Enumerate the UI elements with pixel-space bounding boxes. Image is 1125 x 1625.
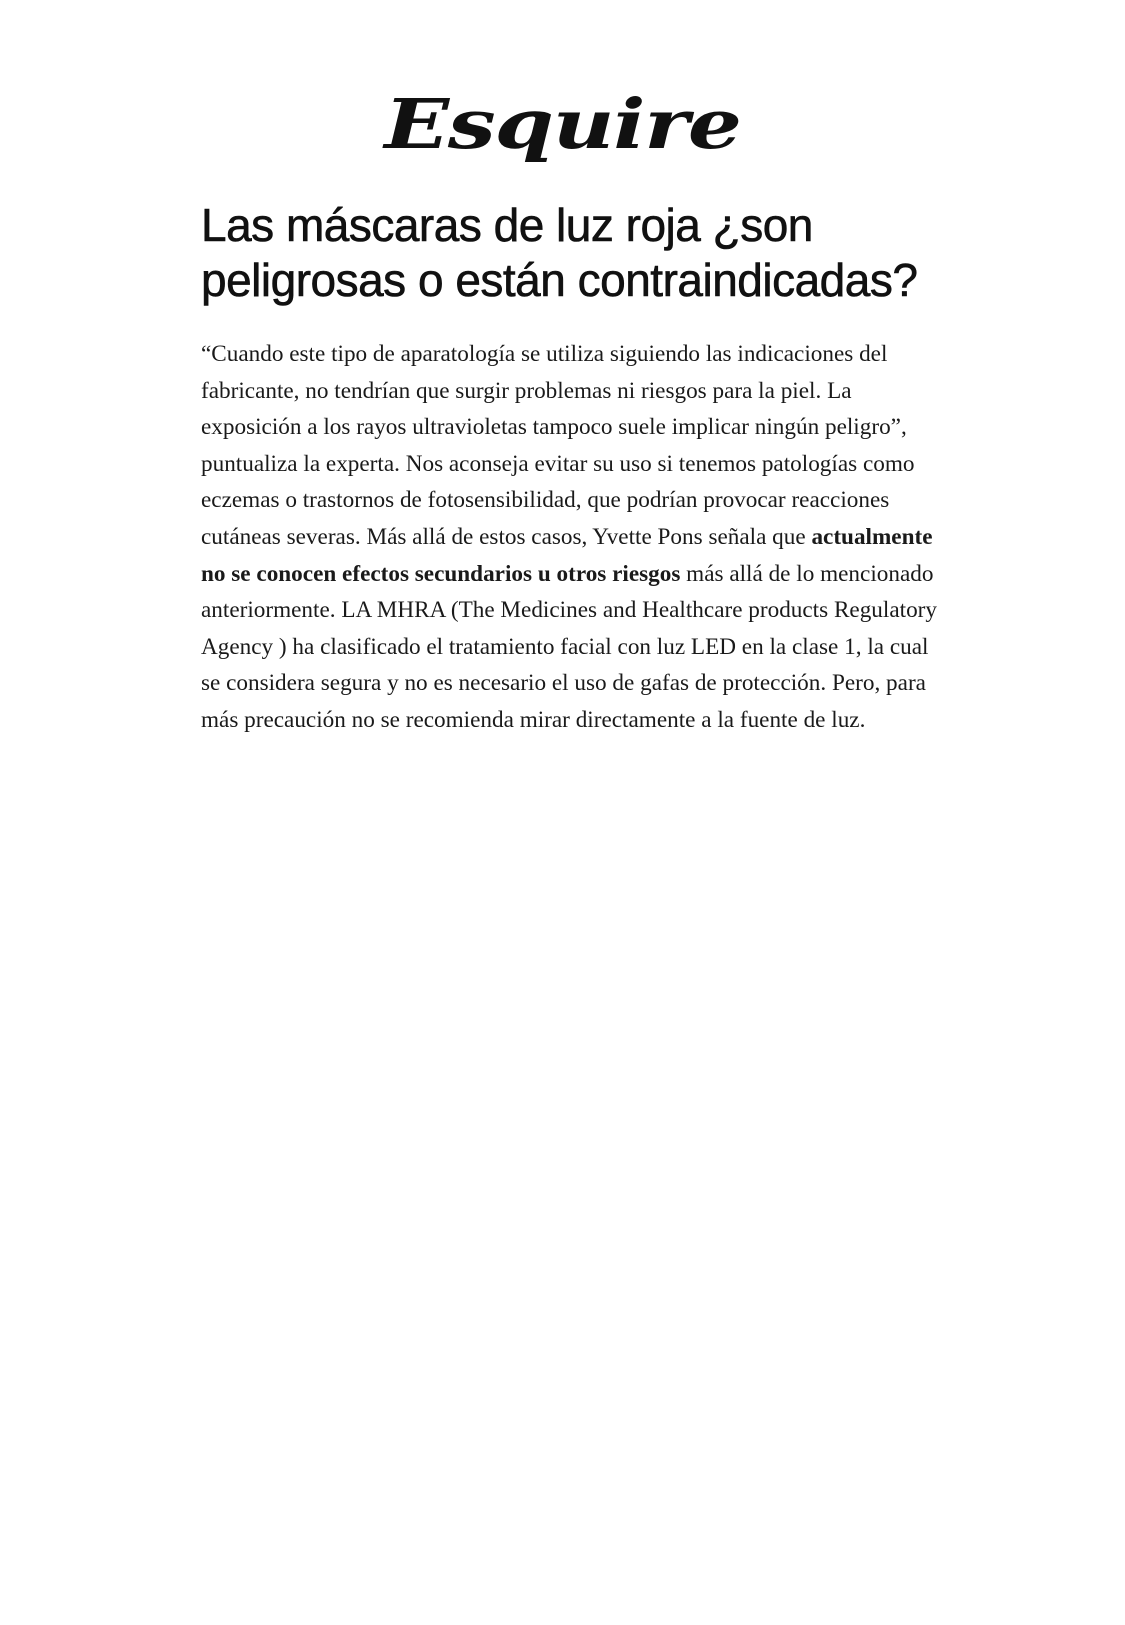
paragraph-text-end: más allá de lo mencionado anteriormente. LA MHRA (The Medicines and Healthcare products Regulatory Agency ) ha clasificado el tratamiento facial con luz LED en la clase 1, la cual se considera segura y no es necesario el uso de gafas de protección. Pero, para más precaución no se recomienda mirar directamente a la fuente de luz.	[201, 560, 937, 733]
article-headline: Las máscaras de luz roja ¿son peligrosas o están contraindicadas?	[201, 199, 918, 306]
esquire-logo[interactable]: Esquire	[384, 85, 741, 165]
paragraph-bold-text: actualmente no se conocen efectos secundarios u otros riesgos	[201, 523, 933, 587]
paragraph-text-start: “Cuando este tipo de aparatología se utiliza siguiendo las indicaciones del fabricante, no tendrían que surgir problemas ni riesgos para la piel. La exposición a los rayos ultravioletas tampoco suele implicar ningún peligro”, puntualiza la experta. Nos aconseja evitar su uso si tenemos patologías como eczemas o trastornos de fotosensibilidad, que podrían provocar reacciones cutáneas severas. Más allá de estos casos, Yvette Pons señala que	[201, 341, 915, 550]
masthead	[0, 80, 1125, 170]
article	[201, 198, 941, 739]
article-paragraph	[201, 336, 941, 739]
